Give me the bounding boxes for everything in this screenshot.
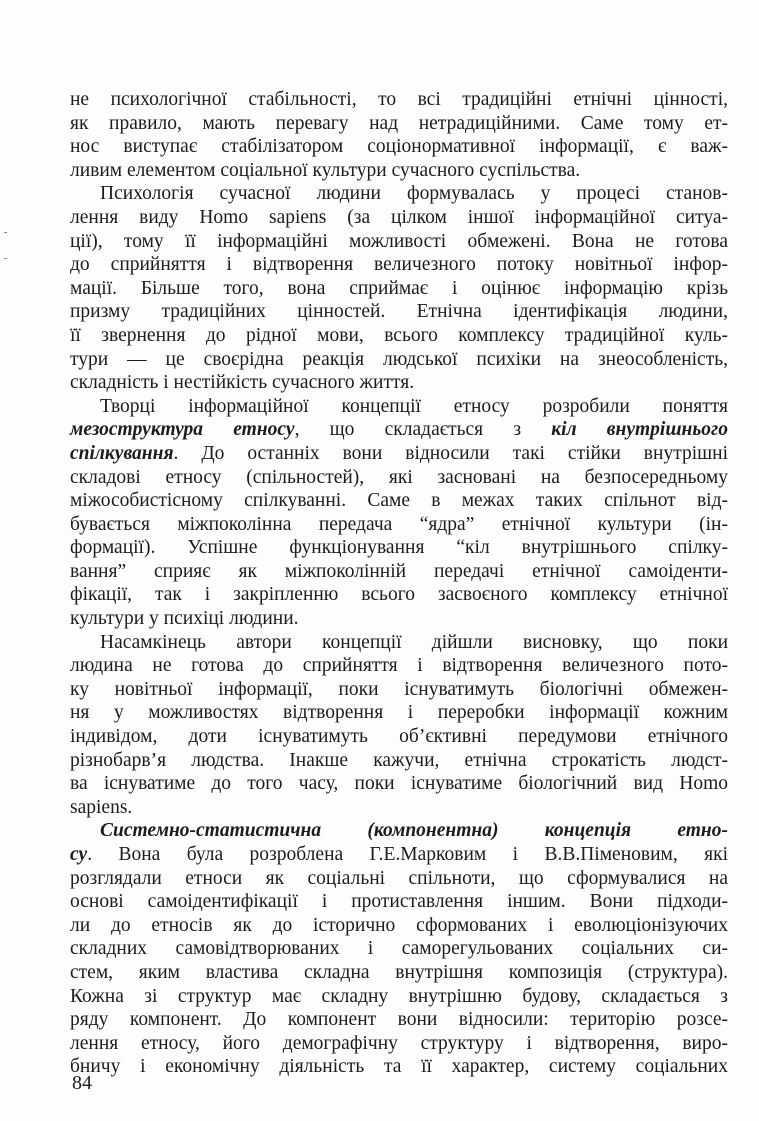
emphasized-term: су <box>70 844 88 865</box>
text-line <box>70 230 728 254</box>
text-line <box>70 725 728 749</box>
text-line <box>70 1032 728 1056</box>
text-line <box>70 1055 728 1079</box>
emphasized-term: кіл внутрішнього <box>551 419 728 441</box>
text-line <box>70 442 728 466</box>
text-segment: призму традиційних цінностей. Етнічна ідентифікація людини, <box>70 301 728 323</box>
text-segment: Психологія сучасної людини формувалась у процесі станов- <box>100 183 728 205</box>
text-line <box>70 961 728 985</box>
text-segment: людина не готова до сприйняття і відтворення величезного пото- <box>70 655 728 677</box>
emphasized-term: мезоструктура етносу <box>70 419 295 441</box>
text-line <box>70 466 728 490</box>
text-segment: Кожна зі структур має складну внутрішню будову, складається з <box>70 985 728 1007</box>
text-segment: складові етносу (спільностей), які засновані на безпосередньому <box>70 466 728 488</box>
text-line <box>70 631 728 655</box>
text-line <box>70 985 728 1009</box>
text-segment: ли до етносів як до історично сформованих і еволюціонізуючих <box>70 914 728 936</box>
text-line <box>70 348 728 372</box>
text-line <box>70 1008 728 1032</box>
text-line <box>70 937 728 961</box>
text-segment: її звернення до рідної мови, всього комплексу традиційної куль- <box>70 324 728 346</box>
text-line <box>70 583 728 607</box>
text-line <box>70 890 728 914</box>
text-line <box>70 277 728 301</box>
text-line <box>70 654 728 678</box>
text-segment: індивідом, доти існуватимуть об’єктивні передумови етнічного <box>70 726 728 748</box>
text-segment: ції), тому її інформаційні можливості обмежені. Вона не готова <box>70 230 728 252</box>
text-line <box>70 135 728 159</box>
text-segment: лення виду Homo sapiens (за цілком іншої інформаційної ситуа- <box>70 206 728 228</box>
text-line <box>70 395 728 419</box>
text-line <box>70 182 728 206</box>
text-segment: ня у можливостях відтворення і переробки інформації кожним <box>70 702 728 724</box>
text-segment: міжособистісному спілкуванні. Саме в межах таких спільнот від- <box>70 490 728 512</box>
text-line <box>70 607 728 631</box>
text-line <box>70 796 728 820</box>
text-line <box>70 867 728 891</box>
emphasized-term: Системно-статистична (компонентна) концепція етно- <box>100 820 728 842</box>
text-segment: розглядали етноси як соціальні спільноти, що сформувалися на <box>70 867 728 889</box>
text-line <box>70 300 728 324</box>
text-segment: не психологічної стабільності, то всі традиційні етнічні цінності, <box>70 89 728 110</box>
text-line <box>70 560 728 584</box>
text-line <box>70 253 728 277</box>
text-segment: культури у психіці людини. <box>70 608 299 630</box>
text-segment: ку новітньої інформації, поки існуватимуть біологічні обмежен- <box>70 678 728 700</box>
text-segment: ва існуватиме до того часу, поки існуватиме біологічний вид Homo <box>70 773 728 795</box>
text-line <box>70 819 728 843</box>
body-text <box>70 88 728 1079</box>
text-segment: Творці інформаційної концепції етносу розробили поняття <box>100 395 728 417</box>
text-line <box>70 418 728 442</box>
text-segment: . Вона була розроблена Г.Е.Марковим і В.В.Піменовим, які <box>87 844 728 865</box>
page-number: 84 <box>72 1072 92 1094</box>
text-line <box>70 749 728 773</box>
text-segment: складність і нестійкість сучасного життя. <box>70 372 415 394</box>
text-line <box>70 159 728 183</box>
text-segment: мації. Більше того, вона сприймає і оцінює інформацію крізь <box>70 277 728 299</box>
text-segment: нос виступає стабілізатором соціонормативної інформації, є важ- <box>70 136 728 158</box>
text-line <box>70 489 728 513</box>
text-segment: тури — це своєрідна реакція людської психіки на знеособленість, <box>70 348 728 370</box>
text-segment: Насамкінець автори концепції дійшли висновку, що поки <box>100 631 728 653</box>
text-segment: стем, яким властива складна внутрішня композиція (структура). <box>70 961 728 983</box>
text-segment: бничу і економічну діяльність та її характер, систему соціальних <box>70 1056 728 1078</box>
text-segment: ряду компонент. До компонент вони відносили: територію розсе- <box>70 1009 728 1031</box>
text-segment: формації). Успішне функціонування “кіл внутрішнього спілку- <box>70 537 728 559</box>
text-segment: ливим елементом соціальної культури сучасного суспільства. <box>70 159 581 181</box>
text-line <box>70 536 728 560</box>
text-segment: бувається міжпоколінна передача “ядра” етнічної культури (ін- <box>70 513 728 535</box>
text-segment: фікації, так і закріпленню всього засвоєного комплексу етнічної <box>70 584 728 606</box>
scan-edge-mark <box>4 232 7 233</box>
scan-edge-mark <box>4 258 7 259</box>
text-line <box>70 112 728 136</box>
text-segment: , що складається з <box>294 419 552 441</box>
text-line <box>70 843 728 867</box>
text-segment: лення етносу, його демографічну структуру і відтворення, виро- <box>70 1032 728 1054</box>
text-line <box>70 772 728 796</box>
text-segment: до сприйняття і відтворення величезного потоку новітньої інфор- <box>70 254 728 276</box>
text-line <box>70 701 728 725</box>
text-line <box>70 324 728 348</box>
text-segment: основі самоідентифікації і протиставлення іншим. Вони підходи- <box>70 891 728 913</box>
text-line <box>70 678 728 702</box>
text-segment: вання” сприяє як міжпоколінній передачі етнічної самоіденти- <box>70 560 728 582</box>
text-segment: sapiens. <box>70 796 133 818</box>
text-segment: складних самовідтворюваних і саморегульованих соціальних си- <box>70 938 728 960</box>
text-line <box>70 513 728 537</box>
text-line <box>70 88 728 112</box>
text-line <box>70 914 728 938</box>
text-segment: різнобарв’я людства. Інакше кажучи, етнічна строкатість людст- <box>70 749 728 771</box>
text-line <box>70 371 728 395</box>
text-segment: . До останніх вони відносили такі стійки внутрішні <box>173 442 728 464</box>
text-segment: як правило, мають перевагу над нетрадиційними. Саме тому ет- <box>70 112 728 134</box>
text-line <box>70 206 728 230</box>
emphasized-term: спілкування <box>70 442 174 464</box>
